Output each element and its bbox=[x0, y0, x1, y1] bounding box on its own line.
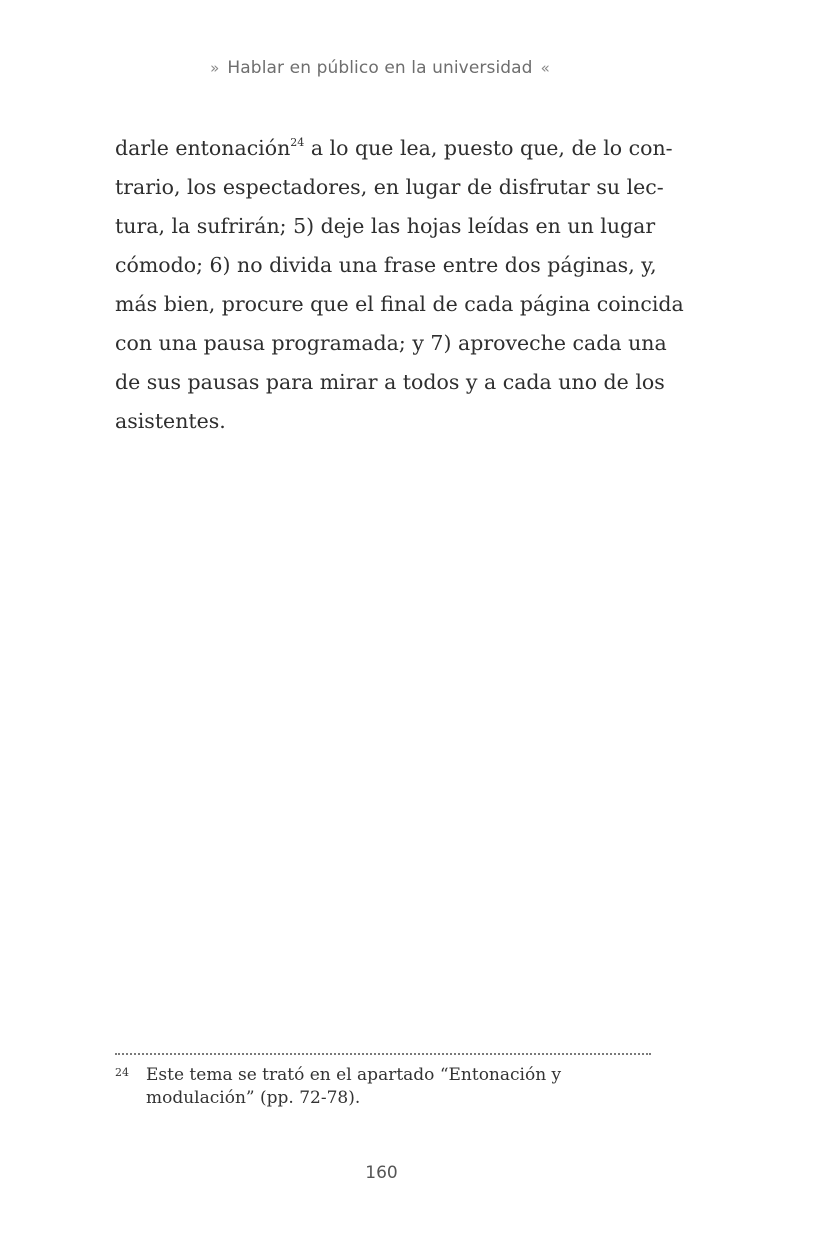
body-line-6: con una pausa programada; y 7) aproveche cada una bbox=[115, 331, 667, 355]
body-line-1-rest: a lo que lea, puesto que, de lo con- bbox=[310, 136, 673, 160]
footnote bbox=[115, 1064, 655, 1110]
body-line-1 bbox=[115, 129, 673, 168]
page-number: 160 bbox=[365, 1163, 398, 1183]
body-line-5: más bien, procure que el final de cada página coincida bbox=[115, 292, 684, 316]
body-first-words: darle entonación bbox=[115, 136, 291, 160]
footnote-separator bbox=[115, 1053, 651, 1055]
header-right-guillemet: « bbox=[540, 59, 550, 77]
running-header bbox=[0, 58, 760, 78]
body-line-7: de sus pausas para mirar a todos y a cada uno de los bbox=[115, 370, 665, 394]
footnote-marker: 24 bbox=[115, 1066, 129, 1079]
body-line-3: tura, la sufrirán; 5) deje las hojas leídas en un lugar bbox=[115, 214, 656, 238]
body-line-2: trario, los espectadores, en lugar de disfrutar su lec- bbox=[115, 175, 664, 199]
header-left-guillemet: » bbox=[210, 59, 220, 77]
footnote-text: Este tema se trató en el apartado “Entonación y modulación” (pp. 72-78). bbox=[146, 1065, 562, 1108]
body-paragraph bbox=[115, 129, 684, 441]
body-line-4: cómodo; 6) no divida una frase entre dos páginas, y, bbox=[115, 253, 657, 277]
header-title: Hablar en público en la universidad bbox=[227, 58, 533, 78]
footnote-reference[interactable]: 24 bbox=[290, 136, 305, 149]
body-line-8: asistentes. bbox=[115, 409, 226, 433]
